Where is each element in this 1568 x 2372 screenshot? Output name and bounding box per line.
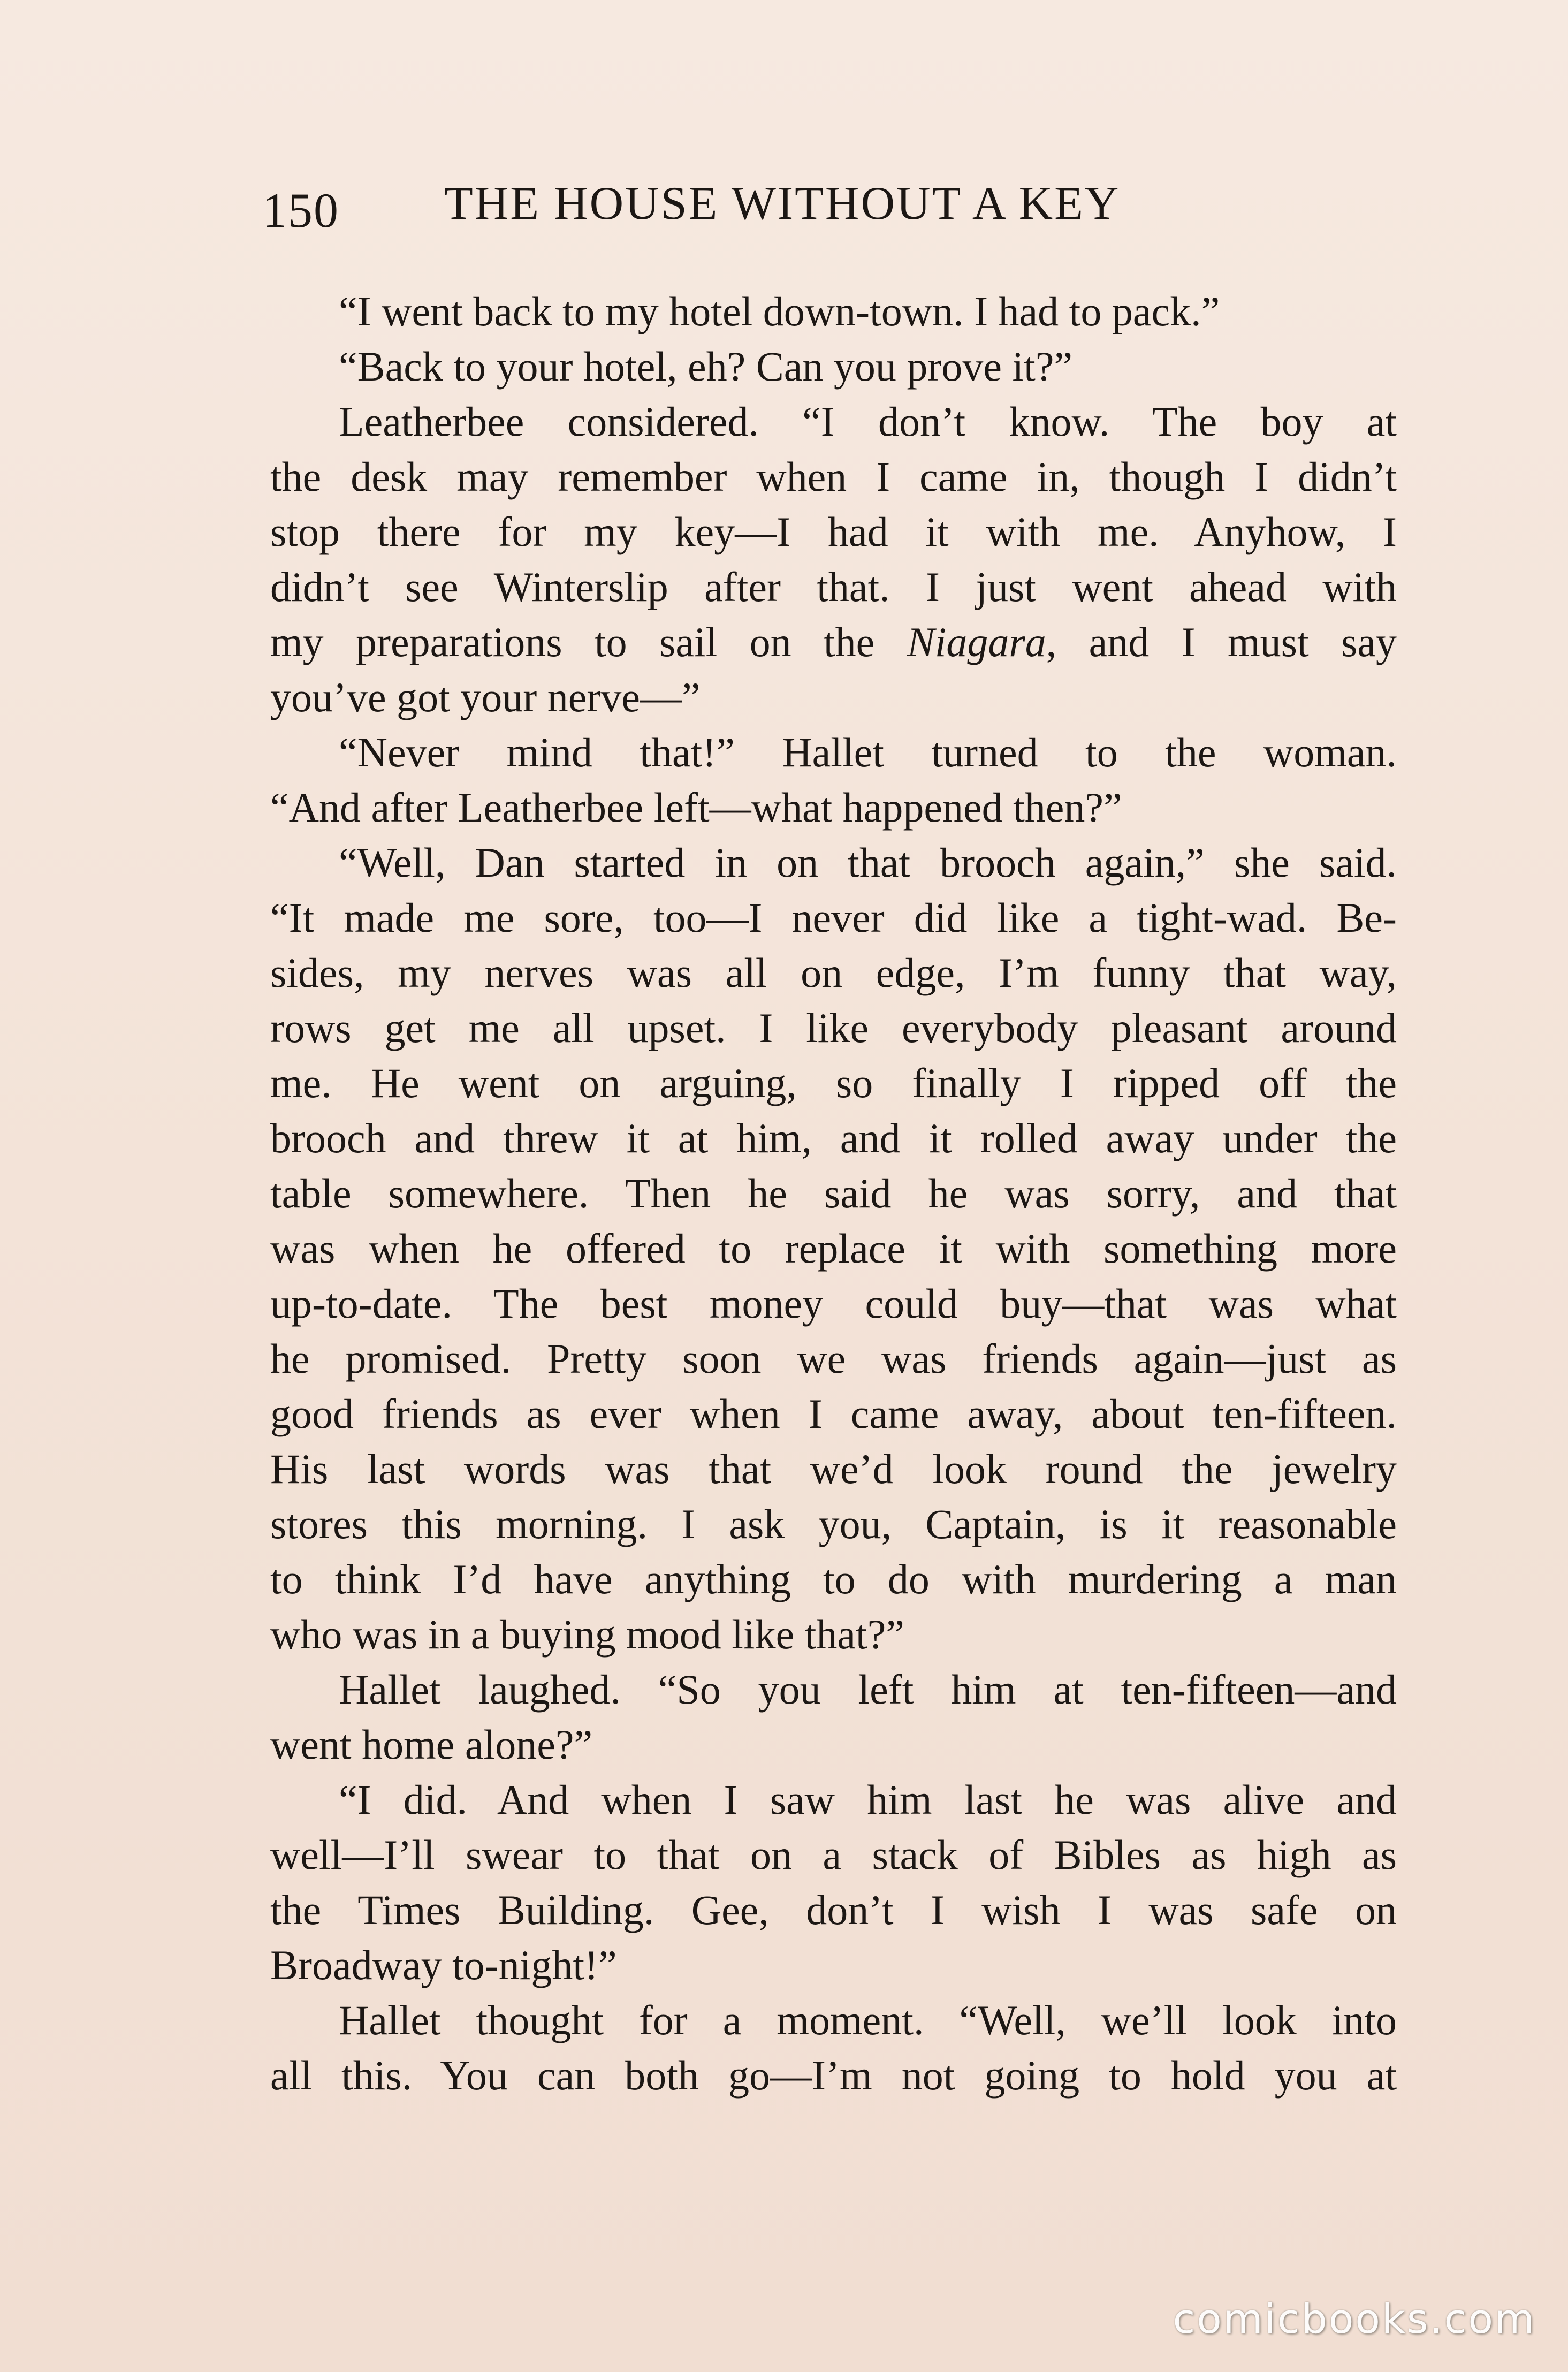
text-line: the desk may remember when I came in, though I didn’t [270, 453, 1397, 500]
text-line: “I went back to my hotel down-town. I had to pack.” [339, 288, 1220, 334]
text-line: all this. You can both go—I’m not going to hold you at [270, 2052, 1397, 2099]
text-line: was when he offered to replace it with something more [270, 1225, 1397, 1272]
text-line: up-to-date. The best money could buy—that was what [270, 1280, 1397, 1327]
text-line: His last words was that we’d look round the jewelry [270, 1446, 1397, 1492]
text-line: “It made me sore, too—I never did like a tight-wad. Be- [270, 894, 1397, 941]
body-text [270, 284, 1397, 2103]
text-line: stores this morning. I ask you, Captain, is it reasonable [270, 1501, 1397, 1547]
page-number: 150 [262, 183, 339, 238]
text-line: you’ve got your nerve—” [270, 674, 701, 720]
text-line: stop there for my key—I had it with me. Anyhow, I [270, 508, 1397, 555]
watermark: comicbooks.com [1173, 2295, 1536, 2343]
text-line: “I did. And when I saw him last he was alive and [339, 1776, 1397, 1823]
text-line: my preparations to sail on the Niagara, and I must say [270, 619, 1397, 665]
text-line: rows get me all upset. I like everybody pleasant around [270, 1005, 1397, 1051]
text-line: brooch and threw it at him, and it rolled away under the [270, 1115, 1397, 1161]
text-line: well—I’ll swear to that on a stack of Bibles as high as [270, 1831, 1397, 1878]
text-line: good friends as ever when I came away, about ten-fifteen. [270, 1390, 1397, 1437]
text-line: “Back to your hotel, eh? Can you prove it?” [339, 343, 1073, 390]
text-line: “Never mind that!” Hallet turned to the woman. [339, 729, 1397, 776]
text-line: sides, my nerves was all on edge, I’m funny that way, [270, 949, 1397, 996]
text-line: Broadway to-night!” [270, 1942, 617, 1988]
text-line: went home alone?” [270, 1721, 593, 1768]
text-line: who was in a buying mood like that?” [270, 1611, 904, 1658]
text-line: “Well, Dan started in on that brooch again,” she said. [339, 839, 1397, 886]
text-line: Hallet thought for a moment. “Well, we’ll look into [339, 1997, 1397, 2043]
text-line: didn’t see Winterslip after that. I just went ahead with [270, 564, 1397, 610]
text-line: “And after Leatherbee left—what happened then?” [270, 784, 1122, 831]
text-line: the Times Building. Gee, don’t I wish I was safe on [270, 1887, 1397, 1933]
text-line: Hallet laughed. “So you left him at ten-fifteen—and [339, 1666, 1397, 1713]
ship-name: Niagara [907, 619, 1046, 665]
text-line: table somewhere. Then he said he was sorry, and that [270, 1170, 1397, 1217]
text-line: Leatherbee considered. “I don’t know. The boy at [339, 398, 1397, 445]
text-line: he promised. Pretty soon we was friends again—just as [270, 1335, 1397, 1382]
running-head-title: THE HOUSE WITHOUT A KEY [444, 178, 1121, 230]
text-line: me. He went on arguing, so finally I ripped off the [270, 1060, 1397, 1106]
text-line: to think I’d have anything to do with murdering a man [270, 1556, 1397, 1602]
page-header [262, 177, 1413, 241]
